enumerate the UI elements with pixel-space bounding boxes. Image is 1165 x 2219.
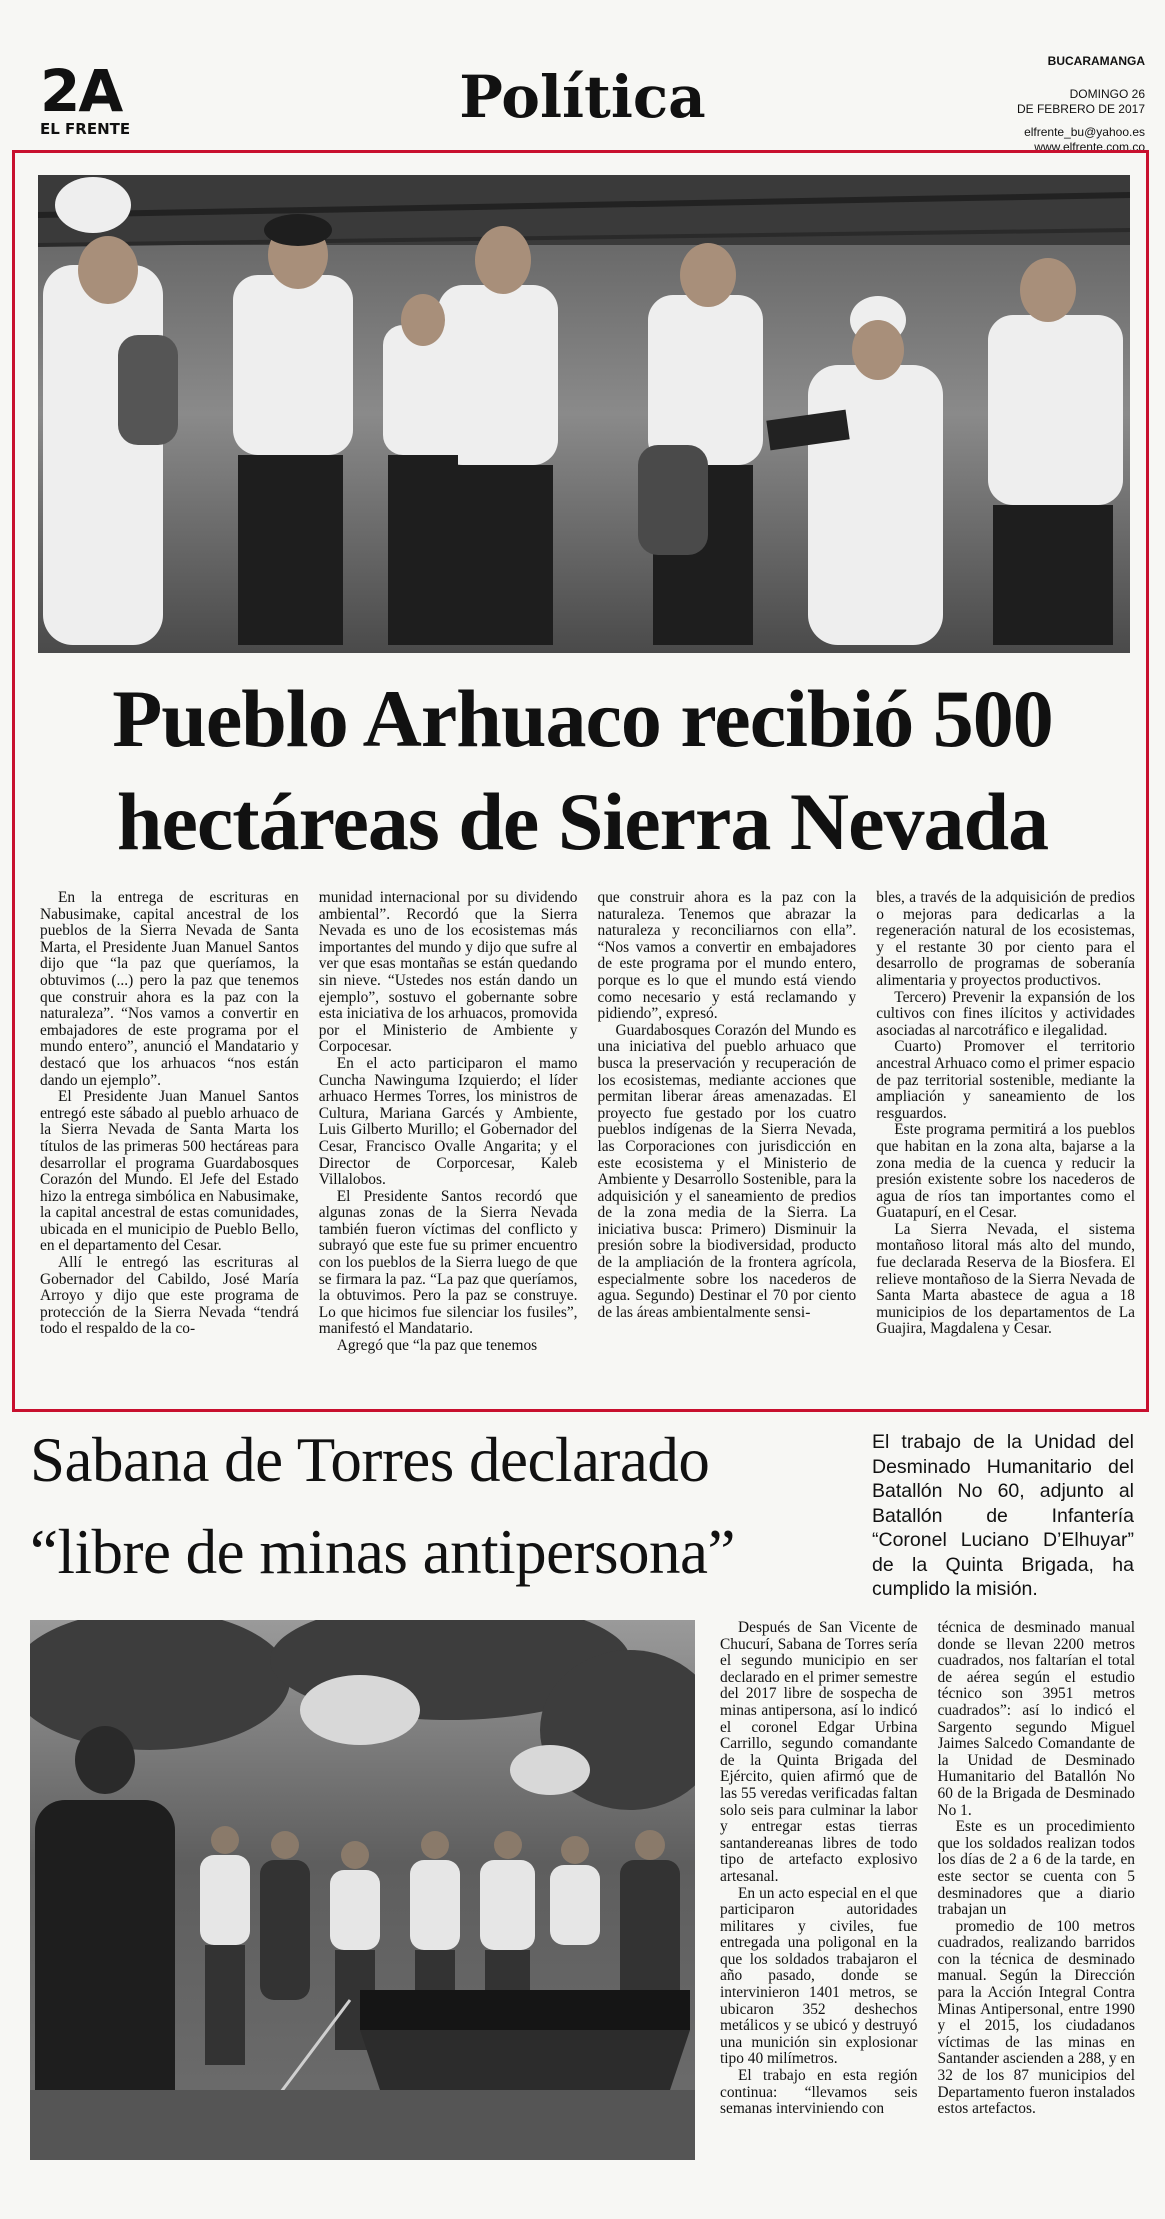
paragraph: Agregó que “la paz que tenemos: [336, 1337, 538, 1355]
story1-column-1: [40, 890, 299, 1402]
story2-photo: [30, 1620, 695, 2160]
masthead-info: [885, 54, 1145, 155]
story1-body: [40, 890, 1135, 1402]
paragraph: La Sierra Nevada, el sistema montañoso litoral más alto del mundo, fue declarada Reserva de la Biosfera. El relieve montañoso de la Sierra Nevada de Santa Marta abastece de agua a 18 municipios de los departamentos de La Guajira, Magdalena y Cesar.: [876, 1220, 1135, 1338]
story1-column-3: [598, 890, 857, 1402]
paragraph: El Presidente Santos recordó que algunas zonas de la Sierra Nevada también fueron víctimas del conflicto y subrayó que este fue su primer encuentro con los pueblos de la Sierra luego de que se firmara la paz. “La paz que queríamos, la obtuvimos. Pero la paz se construye. Lo que hicimos fue silenciar los fusiles”, manifestó el Mandatario.: [318, 1187, 578, 1338]
paragraph: Este programa permitirá a los pueblos que habitan en la zona alta, bajarse a la zona media de la cuenca y reducir la presión existente sobre los nacederos de agua de ríos tan importantes como el Guatapurí, en el Cesar.: [876, 1121, 1135, 1222]
story2-deck: El trabajo de la Unidad del Desminado Humanitario del Batallón No 60, adjunto al Batallón de Infantería “Coronel Luciano D’Elhuyar” de la Quinta Brigada, ha cumplido la misión.: [872, 1431, 1134, 1600]
paragraph: En un acto especial en el que participaron autoridades militares y civiles, fue entregada una poligonal en la que los soldados trabajaron el año pasado, donde se intervinieron 1401 metros, se ubicaron 352 deshechos metálicos y se ubicó y destruyó una munición sin explosionar tipo 40 milímetros.: [720, 1884, 918, 2068]
paragraph: Este es un procedimiento que los soldados realizan todos los días de 2 a 6 de la tarde, en este sector se cuenta con 5 desminadores que a diario trabajan un: [937, 1818, 1135, 1919]
masthead-city: BUCARAMANGA: [1047, 54, 1145, 68]
paragraph: El Presidente Juan Manuel Santos entregó este sábado al pueblo arhuaco de la Sierra Nevada de Santa Marta los títulos de las primeras 500 hectáreas para desarrollar el programa Guardabosques Corazón del Mundo. El Jefe del Estado hizo la entrega simbólica en Nabusimake, la capital ancestral de estas comunidades, ubicada en el municipio de Pueblo Bello, en el departamento del Cesar.: [40, 1088, 299, 1255]
story2-headline-line1: Sabana de Torres declarado: [30, 1425, 710, 1495]
story1-photo: [38, 175, 1130, 653]
story2-column-1: [720, 1620, 918, 2165]
paragraph: En la entrega de escrituras en Nabusimake, capital ancestral de los pueblos de la Sierra Nevada de Santa Marta, el Presidente Juan Manuel Santos dijo que “la paz que queríamos, la obtuvimos (...) pero la paz que tenemos que construir ahora es la paz con la naturaleza”. “Nos vamos a convertir en embajadores de este programa por el mundo entero”, anunció el Mandatario y destacó que los arhuacos “nos están dando un ejemplo”.: [40, 890, 299, 1089]
story1-column-2: [319, 890, 578, 1402]
paragraph: En el acto participaron el mamo Cuncha Nawinguma Izquierdo; el líder arhuaco Hermes Torres, los ministros de Cultura, Mariana Garcés y Ambiente, Luis Gilberto Murillo; el Gobernador del Cesar, Francisco Ovalle Angarita; y el Director de Corporcesar, Kaleb Villalobos.: [318, 1054, 578, 1189]
paragraph: munidad internacional por su dividendo ambiental”. Recordó que la Sierra Nevada es uno de los ecosistemas más importantes del mundo y dijo que sufre al ver que esas montañas se están quedando sin nieve. “Ustedes nos están dando un ejemplo”, sostuvo el gobernante sobre esta iniciativa de los arhuacos, promovida por el Ministerio de Ambiente y Corpocesar.: [318, 890, 578, 1056]
story1-headline-line1: Pueblo Arhuaco recibió 500: [112, 673, 1053, 764]
story1-headline-line2: hectáreas de Sierra Nevada: [116, 776, 1049, 867]
masthead-date-line1: DOMINGO 26: [1069, 87, 1145, 101]
story2-headline-line2: “libre de minas antipersona”: [30, 1517, 735, 1587]
paragraph: que construir ahora es la paz con la naturaleza. Tenemos que abrazar la naturaleza y reconciliarnos con ella”. “Nos vamos a convertir en embajadores de este programa por el mundo entero, porque es lo que el mundo está viendo como necesario y está reclamando y pidiendo”, expresó.: [597, 890, 857, 1023]
section-title: Política: [459, 63, 706, 131]
story2-body: [720, 1620, 1135, 2165]
paragraph: Tercero) Prevenir la expansión de los cultivos con fines ilícitos y actividades asociadas al narcotráfico e ilegalidad.: [876, 988, 1135, 1039]
story1-column-4: [876, 890, 1135, 1402]
paragraph: Guardabosques Corazón del Mundo es una iniciativa del pueblo arhuaco que busca la preservación y recuperación de los ecosistemas, mediante acciones que permitan liberar áreas amenazadas. El proyecto fue gestado por los cuatro pueblos indígenas de la Sierra Nevada, las Corporaciones con jurisdicción en este ecosistema y el Ministerio de Ambiente y Desarrollo Sostenible, para la adquisición y el saneamiento de predios de la zona media de la Sierra. La iniciativa busca: Primero) Disminuir la presión sobre la biodiversidad, producto de la ampliación de la frontera agrícola, especialmente sobre los nacederos de agua. Segundo) Destinar el 70 por ciento de las áreas ambientalmente sensi-: [597, 1021, 857, 1321]
paragraph: Después de San Vicente de Chucurí, Sabana de Torres sería el segundo municipio en ser declarado en el primer semestre del 2017 libre de sospecha de minas antipersona, así lo indicó el coronel Edgar Urbina Carrillo, segundo comandante de la Quinta Brigada del Ejército, quien afirmó que de las 55 veredas verificadas faltan solo seis para culminar la labor y entregar estas tierras santandereanas libres de todo tipo de artefacto explosivo artesanal.: [720, 1620, 918, 1885]
paragraph: Cuarto) Promover el territorio ancestral Arhuaco como el primer espacio de paz territorial sostenible, mediante la ampliación y saneamiento de los resguardos.: [876, 1038, 1135, 1122]
paragraph: técnica de desminado manual donde se llevan 2200 metros cuadrados, nos faltarían el total de aérea según el estudio técnico son 3951 metros cuadrados”: así lo indicó el Sargento segundo Miguel Jaimes Salcedo Comandante de la Unidad de Desminado Humanitario del Batallón No 60 de la Brigada de Desminado No 1.: [937, 1620, 1135, 1819]
masthead-email: elfrente_bu@yahoo.es: [1024, 125, 1145, 139]
newspaper-name: EL FRENTE: [40, 120, 131, 138]
page-number: 2A: [40, 57, 122, 125]
paragraph: promedio de 100 metros cuadrados, realizando barridos con la técnica de desminado manual. Según la Dirección para la Acción Integral Contra Minas Antipersonal, entre 1990 y el 2015, los ciudadanos víctimas de las minas en Santander ascienden a 288, y en 32 de los 87 municipios del Departamento fueron instalados estos artefactos.: [937, 1917, 1135, 2118]
masthead-date-line2: DE FEBRERO DE 2017: [1016, 102, 1145, 116]
paragraph: bles, a través de la adquisición de predios o mejoras para dedicarlas a la regeneración natural de los ecosistemas, y el restante 30 por ciento para el desarrollo de programas de soberanía alimentaria y proyectos productivos.: [876, 890, 1135, 989]
paragraph: El trabajo en esta región continua: “llevamos seis semanas interviniendo con: [720, 2067, 918, 2118]
story2-column-2: [938, 1620, 1136, 2165]
paragraph: Allí le entregó las escrituras al Gobernador del Cabildo, José María Arroyo y dijo que este programa de protección de la Sierra Nevada “tendrá todo el respaldo de la co-: [40, 1254, 299, 1338]
masthead-website: www.elfrente.com.co: [1034, 140, 1145, 154]
